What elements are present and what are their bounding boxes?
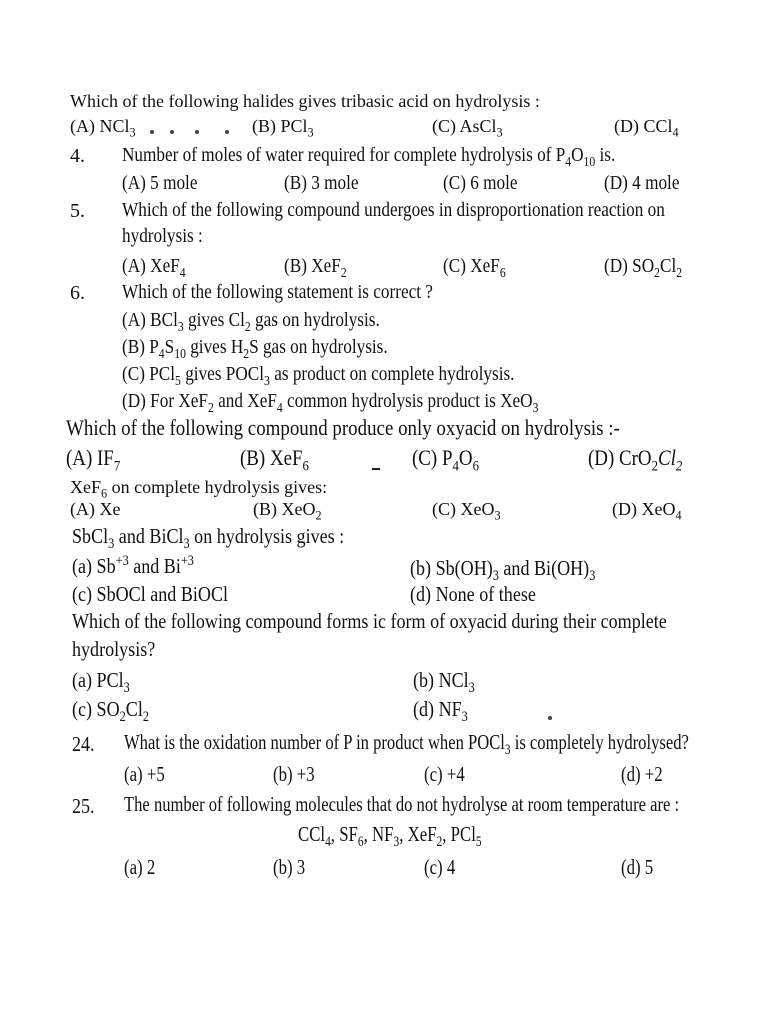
question-25-text: The number of following molecules that do not hydrolyse at room temperature are : [124,792,680,816]
question-xef6-option-d: (D) XeO$_4$ [612,499,682,523]
question-oxyacid-option-b: (B) XeF$_6$ [240,445,309,475]
question-25-option-c: (c) 4 [424,855,456,879]
question-ic-form-text-line1: Which of the following compound forms ic form of oxyacid during their complete [72,609,667,633]
question-6-option-c: (C) PCl$_5$ gives POCl$_3$ as product on complete hydrolysis. [122,363,515,388]
question-4-number: 4. [70,145,85,167]
stray-mark [548,716,552,720]
question-25-option-b: (b) 3 [273,855,306,879]
question-tribasic-option-a: (A) NCl$_3$ [70,116,136,140]
question-24-option-b: (b) +3 [273,762,315,786]
question-xef6-option-c: (C) XeO$_3$ [432,499,501,523]
question-5-option-b: (B) XeF$_2$ [284,255,347,280]
question-xef6-text: XeF$_6$ on complete hydrolysis gives: [70,477,328,501]
question-24-option-c: (c) +4 [424,762,465,786]
question-tribasic-text: Which of the following halides gives tribasic acid on hydrolysis : [70,91,540,111]
question-tribasic-option-d: (D) CCl$_4$ [614,116,679,140]
stray-mark [150,130,154,134]
question-5-option-a: (A) XeF$_4$ [122,255,186,280]
question-4-option-b: (B) 3 mole [284,172,359,194]
question-ic-form-option-c: (c) $SO_2Cl_2$ [72,697,149,726]
question-ic-form-option-b: (b) NCl$_3$ [413,668,475,697]
question-sbcl3-option-d: (d) None of these [410,582,536,606]
question-sbcl3-option-a: (a) $Sb^{+3}$ and $Bi^{+3}$ [72,553,194,578]
question-5-number: 5. [70,200,85,222]
question-25-option-a: (a) 2 [124,855,156,879]
question-oxyacid-option-a: (A) $IF_7$ [66,445,121,475]
question-xef6-option-b: (B) XeO$_2$ [253,499,322,523]
question-xef6-option-a: (A) Xe [70,499,121,519]
question-6-option-d: (D) For XeF$_2$ and XeF$_4$ common hydrolysis product is XeO$_3$ [122,390,539,415]
question-5-option-d: (D) $SO_2Cl_2$ [604,255,683,280]
question-24-option-a: (a) +5 [124,762,165,786]
question-tribasic-option-c: (C) AsCl$_3$ [432,116,503,140]
question-ic-form-text-line2: hydrolysis? [72,637,156,661]
question-5-text-line2: hydrolysis : [122,225,203,247]
stray-mark [372,468,380,470]
question-6-option-b: (B) $P_4S_{10}$ gives $H_2S$ gas on hydrolysis. [122,336,388,361]
question-6-text: Which of the following statement is correct ? [122,281,433,303]
question-5-text-line1: Which of the following compound undergoes in disproportionation reaction on [122,199,665,221]
question-ic-form-option-d: (d) $NF_3$ [413,697,468,726]
question-24-number: 24. [72,732,95,756]
question-4-option-c: (C) 6 mole [443,172,518,194]
question-sbcl3-option-b: (b) $Sb(OH)_3$ and $Bi(OH)_3$ [410,556,596,585]
question-6-option-a: (A) BCl$_3$ gives $Cl_2$ gas on hydrolysis. [122,309,380,334]
stray-mark [170,130,174,134]
stray-mark [225,130,229,134]
question-oxyacid-text: Which of the following compound produce only oxyacid on hydrolysis :- [66,415,620,440]
question-oxyacid-option-d: (D) $CrO_2Cl_2$ [588,445,683,475]
question-24-text: What is the oxidation number of P in product when POCl$_3$ is completely hydrolysed? [124,730,689,759]
question-25-option-d: (d) 5 [621,855,654,879]
question-24-option-d: (d) +2 [621,762,663,786]
question-oxyacid-option-c: (C) $P_4O_6$ [412,445,480,475]
question-4-text: Number of moles of water required for complete hydrolysis of $P_4O_{10}$ is. [122,144,616,169]
question-4-option-a: (A) 5 mole [122,172,198,194]
question-sbcl3-option-c: (c) SbOCl and BiOCl [72,582,229,606]
question-5-option-c: (C) XeF$_6$ [443,255,506,280]
question-sbcl3-text: SbCl$_3$ and BiCl$_3$ on hydrolysis gives : [72,524,345,553]
question-25-number: 25. [72,794,95,818]
stray-mark [195,130,199,134]
question-25-molecules: CCl$_4$, $SF_6$, $NF_3$, XeF$_2$, PCl$_5$ [298,822,482,851]
question-6-number: 6. [70,282,85,304]
question-ic-form-option-a: (a) PCl$_3$ [72,668,130,697]
question-4-option-d: (D) 4 mole [604,172,680,194]
question-tribasic-option-b: (B) PCl$_3$ [252,116,314,140]
